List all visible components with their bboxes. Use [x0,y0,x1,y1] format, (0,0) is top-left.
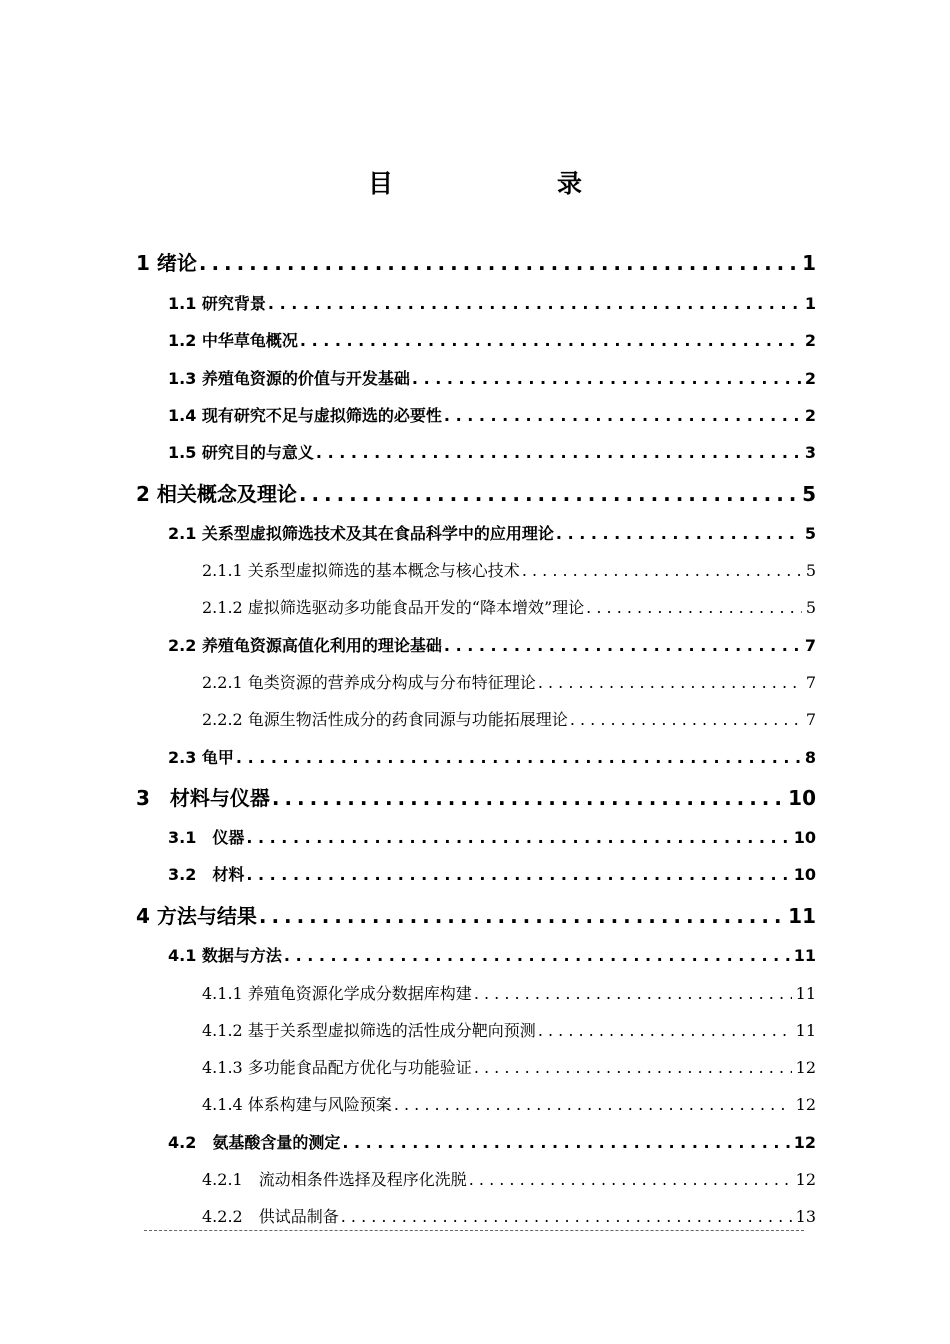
toc-entry-label: 1.5 研究目的与意义 [168,443,314,462]
toc-entry-label: 2.2 养殖龟资源高值化利用的理论基础 [168,636,442,655]
toc-entry-label: 4.1.2 基于关系型虚拟筛选的活性成分靶向预测 [202,1021,536,1040]
toc-page-number: 11 [793,946,816,965]
toc-entry-section-1-4[interactable] [168,404,816,428]
toc-leader-dots [259,902,784,930]
toc-page-number: 2 [804,331,816,350]
toc-entry-label: 2.2.1 龟类资源的营养成分构成与分布特征理论 [202,673,536,692]
toc-leader-dots [586,596,802,620]
toc-entry-subsection-4-2-1[interactable] [202,1168,816,1192]
toc-leader-dots [474,1056,792,1080]
toc-page-number: 12 [795,1170,816,1189]
toc-entry-label: 2.3 龟甲 [168,748,234,767]
toc-entry-subsection-4-1-4[interactable] [202,1093,816,1117]
toc-entry-label: 3.2 材料 [168,865,245,884]
toc-entry-section-2-2[interactable] [168,634,816,658]
toc-entry-subsection-4-1-2[interactable] [202,1019,816,1043]
toc-leader-dots [522,559,802,583]
toc-entry-label: 2 相关概念及理论 [136,482,297,506]
toc-entry-label: 1 绪论 [136,251,197,275]
toc-leader-dots [469,1168,792,1192]
toc-entry-chapter-4[interactable] [136,902,816,930]
toc-leader-dots [474,982,792,1006]
toc-leader-dots [246,826,789,850]
toc-entry-section-4-1[interactable] [168,944,816,968]
toc-leader-dots [556,522,801,546]
toc-entry-label: 4.2.2 供试品制备 [202,1207,339,1226]
toc-page-number: 2 [804,406,816,425]
toc-leader-dots [538,671,802,695]
toc-entry-subsection-2-2-1[interactable] [202,671,816,695]
toc-entry-label: 3.1 仪器 [168,828,245,847]
toc-page-number: 10 [788,786,816,810]
toc-entry-label: 2.1 关系型虚拟筛选技术及其在食品科学中的应用理论 [168,524,554,543]
toc-entry-section-4-2[interactable] [168,1131,816,1155]
toc-leader-dots [341,1205,792,1229]
toc-entry-subsection-2-1-2[interactable] [202,596,816,620]
toc-leader-dots [342,1131,789,1155]
toc-entry-section-1-5[interactable] [168,441,816,465]
toc-page-number: 12 [793,1133,816,1152]
toc-entry-label: 4.1.4 体系构建与风险预案 [202,1095,392,1114]
toc-entry-label: 4.1.1 养殖龟资源化学成分数据库构建 [202,984,472,1003]
toc-entry-section-2-3[interactable] [168,746,816,770]
toc-entry-section-1-2[interactable] [168,329,816,353]
toc-entry-subsection-2-1-1[interactable] [202,559,816,583]
toc-leader-dots [570,708,802,732]
toc-page-number: 10 [793,865,816,884]
toc-entry-section-3-2[interactable] [168,863,816,887]
toc-leader-dots [272,784,784,812]
toc-entry-label: 1.4 现有研究不足与虚拟筛选的必要性 [168,406,442,425]
toc-entry-subsection-4-1-1[interactable] [202,982,816,1006]
toc-leader-dots [236,746,801,770]
toc-entry-label: 1.1 研究背景 [168,294,266,313]
toc-leader-dots [299,480,798,508]
toc-page-number: 10 [793,828,816,847]
toc-leader-dots [268,292,801,316]
toc-entry-subsection-4-1-3[interactable] [202,1056,816,1080]
toc-leader-dots [300,329,801,353]
toc-entry-section-3-1[interactable] [168,826,816,850]
toc-entry-label: 1.2 中华草龟概况 [168,331,298,350]
toc-page-number: 1 [802,251,816,275]
toc-entry-label: 2.1.1 关系型虚拟筛选的基本概念与核心技术 [202,561,520,580]
toc-page-number: 11 [795,1021,816,1040]
toc-entry-subsection-2-2-2[interactable] [202,708,816,732]
toc-entry-subsection-4-2-2[interactable] [202,1205,816,1229]
toc-leader-dots [246,863,789,887]
toc-page-number: 13 [795,1207,816,1226]
toc-leader-dots [412,367,801,391]
toc-page-number: 7 [805,710,816,729]
toc-leader-dots [444,404,801,428]
toc-page-number: 12 [795,1095,816,1114]
toc-entry-label: 1.3 养殖龟资源的价值与开发基础 [168,369,410,388]
toc-entry-chapter-2[interactable] [136,480,816,508]
toc-entry-section-1-3[interactable] [168,367,816,391]
toc-page-number: 3 [804,443,816,462]
toc-entry-section-1-1[interactable] [168,292,816,316]
toc-title: 目 录 [367,169,620,198]
toc-entry-label: 2.2.2 龟源生物活性成分的药食同源与功能拓展理论 [202,710,568,729]
toc-page-number: 11 [795,984,816,1003]
toc-page-number: 5 [805,561,816,580]
toc-leader-dots [538,1019,792,1043]
toc-leader-dots [316,441,801,465]
toc-leader-dots [394,1093,792,1117]
toc-entry-label: 4.1 数据与方法 [168,946,282,965]
toc-entry-label: 4.2 氨基酸含量的测定 [168,1133,341,1152]
toc-page-number: 2 [804,369,816,388]
toc-entry-label: 2.1.2 虚拟筛选驱动多功能食品开发的“降本增效”理论 [202,598,585,617]
toc-entry-chapter-3[interactable] [136,784,816,812]
toc-page-number: 5 [805,598,816,617]
toc-page-number: 1 [804,294,816,313]
toc-leader-dots [199,249,798,277]
toc-page-number: 5 [804,524,816,543]
toc-page-number: 8 [804,748,816,767]
toc-entry-label: 4.1.3 多功能食品配方优化与功能验证 [202,1058,472,1077]
toc-page-number: 7 [805,673,816,692]
toc-entry-label: 4 方法与结果 [136,904,257,928]
toc-page-number: 7 [804,636,816,655]
page-break-divider [144,1230,804,1231]
toc-page-number: 12 [795,1058,816,1077]
toc-entry-chapter-1[interactable] [136,249,816,277]
toc-entry-section-2-1[interactable] [168,522,816,546]
toc-leader-dots [444,634,801,658]
toc-leader-dots [284,944,790,968]
toc-entry-label: 4.2.1 流动相条件选择及程序化洗脱 [202,1170,467,1189]
toc-page-number: 11 [788,904,816,928]
toc-entry-label: 3 材料与仪器 [136,786,270,810]
toc-page-number: 5 [802,482,816,506]
